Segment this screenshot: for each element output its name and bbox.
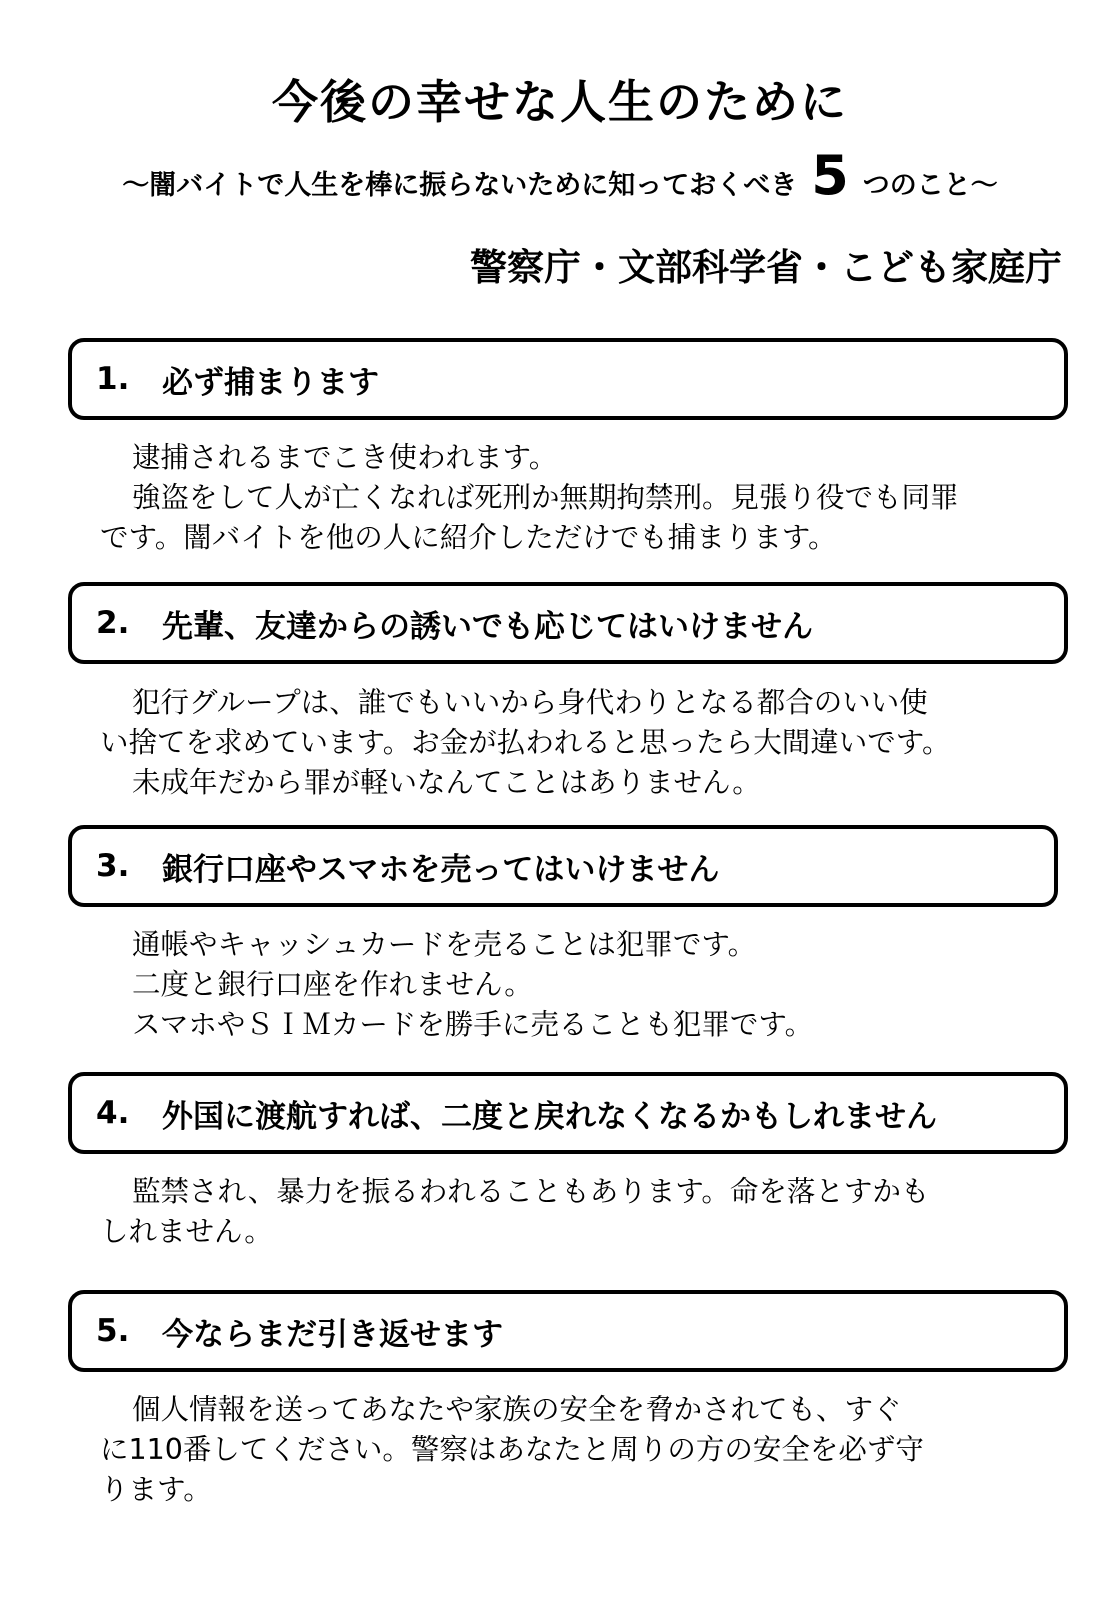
section-2-heading: 先輩、友達からの誘いでも応じてはいけません xyxy=(162,608,813,645)
section-5-line-2: に110番してください。警察はあなたと周りの方の安全を必ず守 xyxy=(100,1433,924,1466)
section-2-body xyxy=(100,683,1090,803)
section-2-heading-box xyxy=(68,582,1068,664)
authoring-agencies: 警察庁・文部科学省・こども家庭庁 xyxy=(470,246,1062,289)
subtitle-number: 5 xyxy=(811,144,849,207)
section-3-heading-box xyxy=(68,825,1058,907)
page-subtitle xyxy=(30,146,1090,216)
section-3-number: 3. xyxy=(96,848,130,884)
section-4-heading-box xyxy=(68,1072,1068,1154)
section-1-heading-box xyxy=(68,338,1068,420)
subtitle-pre: ～闇バイトで人生を棒に振らないために知っておくべき xyxy=(122,170,798,201)
section-1-line-3: です。闇バイトを他の人に紹介しただけでも捕まります。 xyxy=(100,521,837,554)
section-4-heading: 外国に渡航すれば、二度と戻れなくなるかもしれません xyxy=(162,1098,937,1135)
section-1-line-2: 強盗をして人が亡くなれば死刑か無期拘禁刑。見張り役でも同罪 xyxy=(132,481,959,514)
section-5-heading: 今ならまだ引き返せます xyxy=(162,1316,503,1353)
section-2-line-2: い捨てを求めています。お金が払われると思ったら大間違いです。 xyxy=(100,726,951,759)
section-4-number: 4. xyxy=(96,1095,130,1131)
section-2-line-3: 未成年だから罪が軽いなんてことはありません。 xyxy=(132,766,761,799)
section-3-body xyxy=(100,925,1090,1045)
section-5-heading-box xyxy=(68,1290,1068,1372)
section-1-body xyxy=(100,438,1090,558)
section-2-number: 2. xyxy=(96,605,130,641)
page-title: 今後の幸せな人生のために xyxy=(272,75,848,129)
section-3-heading: 銀行口座やスマホを売ってはいけません xyxy=(162,851,720,888)
section-1-heading: 必ず捕まります xyxy=(162,364,379,401)
subtitle-post: つのこと～ xyxy=(862,170,998,201)
section-4-line-2: しれません。 xyxy=(100,1215,273,1248)
section-2-line-1: 犯行グループは、誰でもいいから身代わりとなる都合のいい使 xyxy=(132,686,928,719)
section-4-body xyxy=(100,1172,1090,1252)
section-1-line-1: 逮捕されるまでこき使われます。 xyxy=(132,441,558,474)
section-5-line-3: ります。 xyxy=(100,1473,212,1506)
section-5-body xyxy=(100,1390,1090,1510)
section-5-line-1: 個人情報を送ってあなたや家族の安全を脅かされても、すぐ xyxy=(132,1393,902,1426)
section-3-line-1: 通帳やキャッシュカードを売ることは犯罪です。 xyxy=(132,928,757,961)
section-1-number: 1. xyxy=(96,361,130,397)
section-5-number: 5. xyxy=(96,1313,130,1349)
section-3-line-2: 二度と銀行口座を作れません。 xyxy=(132,968,533,1001)
section-3-line-3: スマホやＳＩＭカードを勝手に売ることも犯罪です。 xyxy=(132,1008,814,1041)
section-4-line-1: 監禁され、暴力を振るわれることもあります。命を落とすかも xyxy=(132,1175,930,1208)
